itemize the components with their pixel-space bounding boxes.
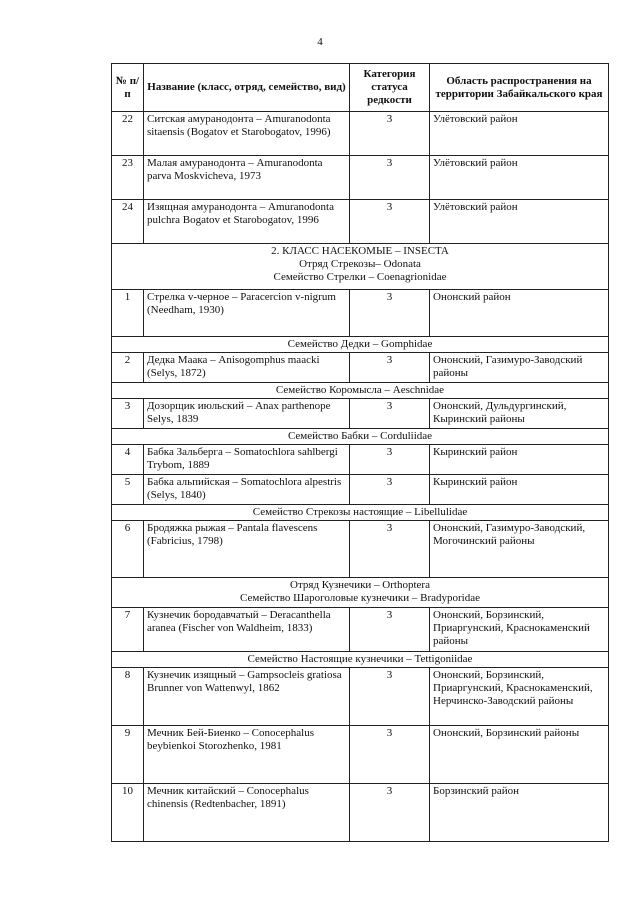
section-header-row [112,505,609,521]
table-row [112,399,609,429]
table-row [112,475,609,505]
header-area: Область распространения на территории Забайкальского края [430,64,609,112]
table-row [112,608,609,652]
distribution-area: Улётовский район [430,156,609,200]
species-name: Мечник Бей-Биенко – Conocephalus beybienkoi Storozhenko, 1981 [144,726,350,784]
rarity-category: 3 [350,784,430,842]
rarity-category: 3 [350,668,430,726]
section-title [112,337,609,353]
table-row [112,156,609,200]
section-header-row [112,383,609,399]
table-row [112,784,609,842]
section-title-line: Семейство Дедки – Gomphidae [287,338,433,350]
species-name: Бабка Зальберга – Somatochlora sahlbergi Trybom, 1889 [144,445,350,475]
header-num: № п/п [112,64,144,112]
section-title [112,244,609,290]
red-book-species-table [111,63,609,842]
species-name: Изящная амуранодонта – Amuranodonta pulchra Bogatov et Starobogatov, 1996 [144,200,350,244]
distribution-area: Кыринский район [430,445,609,475]
rarity-category: 3 [350,475,430,505]
species-number: 3 [112,399,144,429]
section-header-row [112,337,609,353]
section-title-line: Семейство Стрелки – Coenagrionidae [273,271,447,283]
rarity-category: 3 [350,353,430,383]
rarity-category: 3 [350,112,430,156]
section-header-row [112,244,609,290]
species-number: 8 [112,668,144,726]
rarity-category: 3 [350,200,430,244]
distribution-area: Ононский, Борзинский районы [430,726,609,784]
species-name: Бабка альпийская – Somatochlora alpestris (Selys, 1840) [144,475,350,505]
section-title [112,383,609,399]
species-name: Ситская амуранодонта – Amuranodonta sitaensis (Bogatov et Starobogatov, 1996) [144,112,350,156]
rarity-category: 3 [350,521,430,578]
section-title [112,505,609,521]
table-row [112,445,609,475]
table-row [112,290,609,337]
section-title [112,652,609,668]
section-title-line: Семейство Коромысла – Aeschnidae [275,384,445,396]
section-title-line: Семейство Бабки – Corduliidae [287,430,433,442]
distribution-area: Борзинский район [430,784,609,842]
rarity-category: 3 [350,290,430,337]
section-title [112,578,609,608]
species-number: 9 [112,726,144,784]
species-number: 4 [112,445,144,475]
section-title-line: Семейство Настоящие кузнечики – Tettigoniidae [247,653,473,665]
distribution-area: Ононский, Газимуро-Заводский районы [430,353,609,383]
table-row [112,726,609,784]
distribution-area: Ононский, Борзинский, Приаргунский, Краснокаменский, Нерчинско-Заводский районы [430,668,609,726]
species-name: Кузнечик бородавчатый – Deracanthella aranea (Fischer von Waldheim, 1833) [144,608,350,652]
section-title-line: Отряд Стрекозы– Odonata [299,258,421,270]
section-title-line: Отряд Кузнечики – Orthoptera [290,579,430,591]
section-header-row [112,578,609,608]
species-name: Дозорщик июльский – Anax parthenope Selys, 1839 [144,399,350,429]
species-name: Малая амуранодонта – Amuranodonta parva Moskvicheva, 1973 [144,156,350,200]
species-number: 22 [112,112,144,156]
distribution-area: Улётовский район [430,200,609,244]
section-title-line: Семейство Шароголовые кузнечики – Bradyporidae [240,592,480,604]
rarity-category: 3 [350,608,430,652]
page-number: 4 [317,36,323,48]
species-number: 23 [112,156,144,200]
distribution-area: Улётовский район [430,112,609,156]
distribution-area: Кыринский район [430,475,609,505]
species-name: Мечник китайский – Conocephalus chinensis (Redtenbacher, 1891) [144,784,350,842]
species-number: 5 [112,475,144,505]
table-row [112,112,609,156]
species-number: 6 [112,521,144,578]
section-header-row [112,429,609,445]
species-number: 1 [112,290,144,337]
distribution-area: Ононский, Дульдургинский, Кыринский районы [430,399,609,429]
table-header-row [112,64,609,112]
table-row [112,521,609,578]
table-row [112,200,609,244]
section-title-line: Семейство Стрекозы настоящие – Libellulidae [252,506,468,518]
header-name: Название (класс, отряд, семейство, вид) [144,64,350,112]
species-name: Кузнечик изящный – Gampsocleis gratiosa Brunner von Wattenwyl, 1862 [144,668,350,726]
header-category: Категория статуса редкости [350,64,430,112]
species-name: Стрелка v-черное – Paracercion v-nigrum (Needham, 1930) [144,290,350,337]
species-number: 7 [112,608,144,652]
rarity-category: 3 [350,399,430,429]
species-number: 24 [112,200,144,244]
distribution-area: Ононский район [430,290,609,337]
species-name: Бродяжка рыжая – Pantala flavescens (Fabricius, 1798) [144,521,350,578]
section-title-line: 2. КЛАСС НАСЕКОМЫЕ – INSECTA [271,245,449,257]
species-number: 10 [112,784,144,842]
distribution-area: Ононский, Газимуро-Заводский, Могочинский районы [430,521,609,578]
species-number: 2 [112,353,144,383]
rarity-category: 3 [350,156,430,200]
section-header-row [112,652,609,668]
rarity-category: 3 [350,726,430,784]
table-row [112,668,609,726]
rarity-category: 3 [350,445,430,475]
section-title [112,429,609,445]
table-body [112,112,609,842]
table-row [112,353,609,383]
species-name: Дедка Маака – Anisogomphus maacki (Selys, 1872) [144,353,350,383]
distribution-area: Ононский, Борзинский, Приаргунский, Краснокаменский районы [430,608,609,652]
